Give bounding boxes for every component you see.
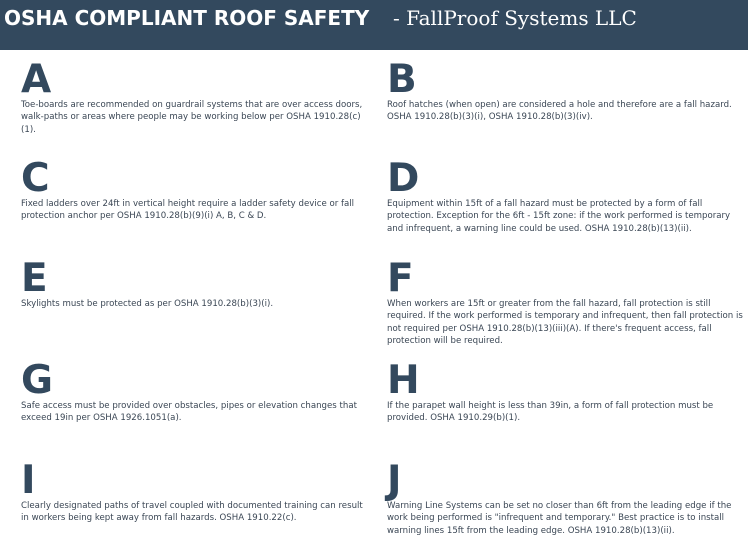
item-text: Equipment within 15ft of a fall hazard must be protected by a form of fall protection. Exception for the 6ft - 15ft zone: if the work performed is temporary and infrequent, a warning line could be used. OSHA 1910.28(b)(13)(ii). [387,199,731,234]
item-text: Skylights must be protected as per OSHA 1910.28(b)(3)(i). [21,299,274,309]
item-e [21,256,373,310]
item-j [387,458,743,537]
item-letter: F [387,256,414,301]
item-d [387,156,743,235]
item-i [21,458,373,525]
page-header [0,0,748,50]
item-letter: J [387,458,402,503]
item-text: Toe-boards are recommended on guardrail systems that are over access doors, walk-paths or areas where people may be working below per OSHA 1910.28(c)(1). [21,100,363,135]
item-text: Clearly designated paths of travel coupled with documented training can result in workers being kept away from fall hazards. OSHA 1910.22(c). [21,501,363,524]
item-text: Roof hatches (when open) are considered a hole and therefore are a fall hazard. OSHA 1910.28(b)(3)(i), OSHA 1910.28(b)(3)(iv). [387,100,732,123]
page-title: OSHA COMPLIANT ROOF SAFETY [4,6,370,30]
item-text: When workers are 15ft or greater from the fall hazard, fall protection is still required. If the work performed is temporary and infrequent, then fall protection is not required per OSHA 1910.28(b)(13)(iii)(A). If there's frequent access, fall protection will be required. [387,299,743,347]
item-text: Fixed ladders over 24ft in vertical height require a ladder safety device or fall protection anchor per OSHA 1910.28(b)(9)(i) A, B, C & D. [21,199,355,222]
item-letter: D [387,156,420,201]
item-text: Safe access must be provided over obstacles, pipes or elevation changes that exceed 19in per OSHA 1926.1051(a). [21,401,357,424]
item-letter: B [387,57,417,102]
item-letter: G [21,358,54,403]
item-letter: I [21,458,36,503]
item-letter: E [21,256,48,301]
item-b [387,57,743,124]
item-letter: C [21,156,50,201]
item-f [387,256,743,348]
item-c [21,156,373,223]
item-text: Warning Line Systems can be set no closer than 6ft from the leading edge if the work being performed is "infrequent and temporary." Best practice is to install warning lines 15ft from the leading edge. OSHA 1910.28(b)(13)(ii). [387,501,732,536]
item-text: If the parapet wall height is less than 39in, a form of fall protection must be provided. OSHA 1910.29(b)(1). [387,401,714,424]
item-letter: H [387,358,420,403]
item-a [21,57,373,136]
item-h [387,358,743,425]
item-letter: A [21,57,52,102]
page-subtitle: - FallProof Systems LLC [393,6,637,30]
item-g [21,358,373,425]
